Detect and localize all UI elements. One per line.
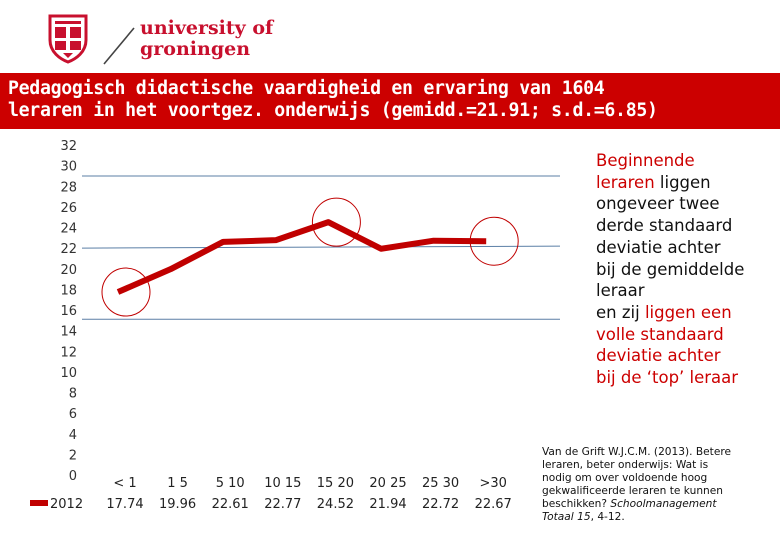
citation-line: gekwalificeerde leraren te kunnen <box>542 485 723 497</box>
legend-label-2012: 2012 <box>50 497 84 512</box>
citation-journal: Totaal 15 <box>542 511 591 523</box>
y-tick-label: 6 <box>68 407 77 423</box>
university-name <box>140 18 273 60</box>
y-tick-label: 22 <box>60 242 77 258</box>
y-tick-label: 8 <box>68 386 77 402</box>
slide-title-line1: Pedagogisch didactische vaardigheid en ervaring van 1604 <box>8 78 605 99</box>
logo-divider <box>102 26 136 66</box>
header <box>0 0 780 70</box>
y-tick-label: 0 <box>68 469 77 484</box>
data-table-value: 24.52 <box>316 497 355 512</box>
reference-line <box>82 246 560 248</box>
x-category-label: 25 30 <box>421 476 460 491</box>
citation-line: Van de Grift W.J.C.M. (2013). Betere <box>542 446 731 458</box>
university-crest-icon <box>46 12 90 64</box>
data-table-value: 22.61 <box>211 497 249 512</box>
line-chart <box>0 130 600 520</box>
callout-line: deviatie achter <box>596 346 721 366</box>
series-line-2012 <box>118 222 486 292</box>
y-tick-label: 16 <box>60 304 77 319</box>
x-category-label: >30 <box>479 476 507 491</box>
callout-line: derde standaard <box>596 216 733 236</box>
callout-line: volle standaard <box>596 324 724 344</box>
callout-text-black: en zij <box>596 302 645 322</box>
callout-line: bij de gemiddelde <box>596 259 745 279</box>
highlight-circles <box>102 198 518 316</box>
x-category-label: < 1 <box>113 476 137 491</box>
x-category-label: 1 5 <box>167 476 188 491</box>
callout-text-red: liggen een <box>644 302 732 322</box>
y-tick-label: 26 <box>60 200 77 216</box>
citation-line <box>542 511 778 524</box>
data-table-value: 22.67 <box>474 497 512 512</box>
x-category-label: 20 25 <box>369 476 407 491</box>
callout-line: bij de ‘top’ leraar <box>596 368 739 388</box>
y-tick-label: 12 <box>60 345 77 361</box>
callout-text-red: Beginnende <box>596 151 695 170</box>
callout-line: leraar <box>596 281 645 301</box>
university-name-line2: groningen <box>140 38 251 60</box>
callout-text <box>596 150 778 389</box>
y-axis <box>60 139 77 484</box>
data-table-value: 22.72 <box>421 497 460 512</box>
x-category-label: 15 20 <box>316 476 355 491</box>
series-2012 <box>118 222 486 292</box>
citation-text: beschikken? <box>542 498 611 510</box>
y-tick-label: 24 <box>60 221 77 237</box>
data-table <box>30 476 512 512</box>
data-table-value: 22.77 <box>264 497 302 512</box>
university-name-line1: university of <box>140 17 274 39</box>
x-category-label: 10 15 <box>264 476 302 491</box>
title-bar <box>0 73 780 129</box>
callout-text-black: liggen <box>654 172 711 192</box>
slide-title <box>8 78 776 122</box>
citation-text: , 4-12. <box>590 511 625 523</box>
reference-lines <box>82 176 560 319</box>
citation-line: leraren, beter onderwijs: Wat is <box>542 459 709 471</box>
callout-line: deviatie achter <box>596 237 721 257</box>
y-tick-label: 20 <box>60 262 77 278</box>
citation-journal: Schoolmanagement <box>610 498 717 510</box>
y-tick-label: 14 <box>60 324 77 340</box>
x-category-label: 5 10 <box>215 476 245 491</box>
y-tick-label: 2 <box>68 448 77 464</box>
y-tick-label: 4 <box>68 427 77 443</box>
y-tick-label: 28 <box>60 180 77 196</box>
citation <box>542 446 778 524</box>
y-tick-label: 10 <box>60 365 77 381</box>
callout-line <box>596 150 778 172</box>
highlight-circle <box>102 268 150 316</box>
callout-line <box>596 302 778 324</box>
citation-line <box>542 498 778 511</box>
callout-line: ongeveer twee <box>596 194 720 214</box>
data-table-value: 19.96 <box>158 497 197 512</box>
y-tick-label: 30 <box>60 159 77 175</box>
data-table-value: 21.94 <box>369 497 407 512</box>
y-tick-label: 18 <box>60 283 77 299</box>
y-tick-label: 32 <box>60 139 77 154</box>
data-table-value: 17.74 <box>106 497 144 512</box>
slide-title-line2: leraren in het voortgez. onderwijs (gemidd.=21.91; s.d.=6.85) <box>8 100 658 121</box>
citation-line: nodig om over voldoende hoog <box>542 472 708 484</box>
callout-text-red: leraren <box>596 172 655 192</box>
callout-line <box>596 172 778 194</box>
